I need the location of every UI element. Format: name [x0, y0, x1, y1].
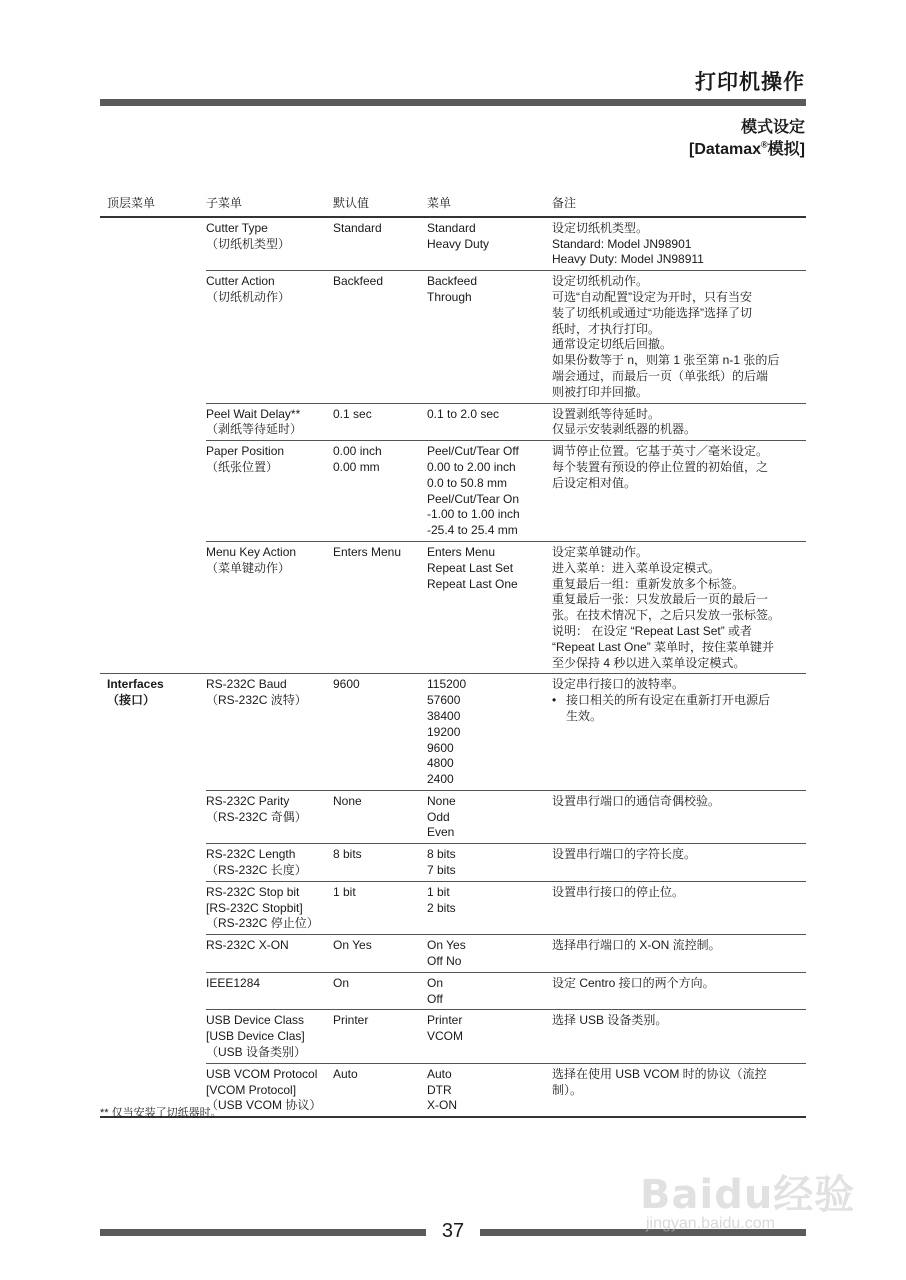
menu-options-cell-line: 2 bits	[427, 900, 456, 915]
default-value-cell	[333, 541, 427, 673]
menu-options-cell	[427, 1010, 552, 1063]
table-row	[100, 541, 806, 673]
menu-options-cell-line: 0.1 to 2.0 sec	[427, 406, 500, 421]
notes-cell-line: 重复最后一张：只发放最后一页的最后一	[552, 592, 769, 607]
notes-cell-line: 设定 Centro 接口的两个方向。	[552, 975, 715, 990]
menu-options-cell-line: DTR	[427, 1082, 452, 1097]
menu-options-cell-line: Heavy Duty	[427, 236, 490, 251]
top-menu-cell	[100, 881, 206, 934]
col-header-default: 默认值	[333, 194, 427, 217]
col-header-submenu: 子菜单	[206, 194, 333, 217]
menu-options-cell-line: 115200	[427, 677, 467, 692]
submenu-cell	[206, 403, 333, 441]
table-row	[100, 1010, 806, 1063]
default-value-cell-line: Backfeed	[333, 274, 384, 289]
notes-cell	[552, 1010, 806, 1063]
default-value-cell-line: On Yes	[333, 938, 372, 953]
notes-cell-line: 设置串行端口的字符长度。	[552, 847, 697, 862]
menu-options-cell	[427, 1063, 552, 1117]
default-value-cell-line: 0.1 sec	[333, 406, 372, 421]
table-row	[100, 674, 806, 791]
submenu-cell-line: RS-232C Parity	[206, 793, 290, 808]
notes-cell-line: Standard: Model JN98901	[552, 236, 692, 251]
notes-cell-line: 则被打印并回撤。	[552, 384, 649, 399]
notes-cell-line: 张。在技术情况下，之后只发放一张标签。	[552, 608, 781, 623]
submenu-cell-line: USB Device Class	[206, 1013, 305, 1028]
menu-options-cell-line: VCOM	[427, 1029, 463, 1044]
submenu-cell	[206, 1063, 333, 1117]
table-row	[100, 271, 806, 403]
submenu-cell-line: RS-232C Length	[206, 847, 296, 862]
table-row	[100, 217, 806, 271]
col-header-notes: 备注	[552, 194, 806, 217]
notes-cell-line: 选择在使用 USB VCOM 时的协议（流控	[552, 1066, 767, 1081]
menu-options-cell-line: Standard	[427, 220, 476, 235]
default-value-cell	[333, 217, 427, 271]
subtitle-suffix: 模拟]	[767, 141, 805, 158]
top-menu-cell	[100, 674, 206, 791]
notes-cell-line: 设置剥纸等待延时。	[552, 406, 661, 421]
notes-cell	[552, 935, 806, 973]
notes-cell	[552, 881, 806, 934]
menu-options-cell-line: On	[427, 975, 444, 990]
menu-options-cell	[427, 541, 552, 673]
menu-options-cell-line: -25.4 to 25.4 mm	[427, 523, 518, 538]
menu-options-cell-line: Auto	[427, 1066, 452, 1081]
submenu-cell-line: Paper Position	[206, 444, 285, 459]
footnote: ** 仅当安装了切纸器时。	[100, 1107, 222, 1119]
submenu-cell-line: （菜单键动作）	[206, 560, 291, 575]
top-menu-cell	[100, 403, 206, 441]
notes-cell	[552, 674, 806, 791]
subtitle-prefix: [Datamax	[688, 141, 762, 158]
menu-options-cell-line: Repeat Last One	[427, 576, 518, 591]
menu-options-cell-line: None	[427, 793, 456, 808]
notes-cell	[552, 972, 806, 1010]
section-title: 模式设定	[740, 119, 805, 136]
registered-mark: ®	[761, 139, 768, 150]
top-menu-cell	[100, 541, 206, 673]
bullet-text-line: 生效。	[566, 708, 603, 723]
submenu-cell	[206, 972, 333, 1010]
table-row	[100, 844, 806, 882]
menu-options-cell	[427, 972, 552, 1010]
notes-cell	[552, 403, 806, 441]
submenu-cell	[206, 441, 333, 542]
notes-cell-line: 设定切纸机类型。	[552, 220, 649, 235]
submenu-cell-line: （RS-232C 奇偶）	[206, 809, 307, 824]
submenu-cell-line: （切纸机类型）	[206, 236, 291, 251]
notes-cell-line: 重复最后一组：重新发放多个标签。	[552, 576, 745, 591]
menu-options-cell-line: 57600	[427, 693, 461, 708]
submenu-cell-line: Cutter Type	[206, 220, 268, 235]
submenu-cell	[206, 881, 333, 934]
footer-rule-left	[100, 1229, 426, 1236]
submenu-cell	[206, 1010, 333, 1063]
menu-options-cell-line: Peel/Cut/Tear Off	[427, 444, 519, 459]
menu-options-cell-line: Peel/Cut/Tear On	[427, 491, 520, 506]
default-value-cell	[333, 972, 427, 1010]
default-value-cell	[333, 271, 427, 403]
default-value-cell-line: None	[333, 793, 362, 808]
submenu-cell-line: USB VCOM Protocol	[206, 1066, 318, 1081]
notes-cell-line: 设置串行接口的停止位。	[552, 884, 685, 899]
submenu-cell-line: [USB Device Clas]	[206, 1029, 305, 1044]
section-subtitle	[689, 136, 805, 159]
notes-cell-line: 如果份数等于 n，则第 1 张至第 n-1 张的后	[552, 353, 780, 368]
menu-options-cell-line: 9600	[427, 740, 454, 755]
menu-options-cell-line: Odd	[427, 809, 450, 824]
menu-options-cell-line: 0.0 to 50.8 mm	[427, 475, 508, 490]
submenu-cell	[206, 844, 333, 882]
top-menu-cell	[100, 844, 206, 882]
submenu-cell-line: RS-232C Stop bit	[206, 884, 300, 899]
submenu-cell-line: （RS-232C 停止位）	[206, 916, 319, 931]
top-menu-cell	[100, 935, 206, 973]
menu-options-cell-line: Enters Menu	[427, 544, 496, 559]
submenu-cell	[206, 935, 333, 973]
notes-cell-line: 至少保持 4 秒以进入菜单设定模式。	[552, 655, 746, 670]
default-value-cell	[333, 935, 427, 973]
menu-options-cell-line: 0.00 to 2.00 inch	[427, 459, 516, 474]
notes-cell	[552, 790, 806, 843]
notes-cell-line: Heavy Duty: Model JN98911	[552, 252, 704, 267]
default-value-cell-line: 1 bit	[333, 884, 356, 899]
notes-cell-line: 选择 USB 设备类别。	[552, 1013, 668, 1028]
default-value-cell	[333, 1010, 427, 1063]
submenu-cell-line: （USB VCOM 协议）	[206, 1098, 322, 1113]
submenu-cell	[206, 217, 333, 271]
menu-options-cell-line: Printer	[427, 1013, 463, 1028]
table-row	[100, 972, 806, 1010]
default-value-cell-line: Standard	[333, 220, 382, 235]
menu-options-cell	[427, 844, 552, 882]
table-row	[100, 790, 806, 843]
submenu-cell-line: IEEE1284	[206, 975, 261, 990]
menu-options-cell-line: Off No	[427, 954, 462, 969]
notes-cell-line: 设定串行接口的波特率。	[552, 677, 685, 692]
menu-options-cell	[427, 935, 552, 973]
menu-options-cell-line: 4800	[427, 756, 454, 771]
notes-cell-line: 说明： 在设定 “Repeat Last Set” 或者	[552, 623, 753, 638]
menu-options-cell-line: Repeat Last Set	[427, 560, 514, 575]
submenu-cell-line: （RS-232C 波特）	[206, 693, 307, 708]
col-header-top-menu: 顶层菜单	[100, 194, 206, 217]
menu-options-cell	[427, 881, 552, 934]
table-row	[100, 935, 806, 973]
menu-options-cell	[427, 403, 552, 441]
bullet-item	[552, 693, 806, 725]
menu-options-cell-line: Backfeed	[427, 274, 478, 289]
top-menu-cell	[100, 441, 206, 542]
submenu-cell	[206, 271, 333, 403]
default-value-cell-line: 8 bits	[333, 847, 362, 862]
notes-cell-line: “Repeat Last One” 菜单时，按住菜单键并	[552, 639, 775, 654]
watermark-url: jingyan.baidu.com	[646, 1215, 775, 1232]
notes-cell-line: 进入菜单：进入菜单设定模式。	[552, 560, 721, 575]
submenu-cell	[206, 674, 333, 791]
submenu-cell-line: Menu Key Action	[206, 544, 297, 559]
notes-cell-line: 制）。	[552, 1082, 583, 1097]
notes-cell-line: 仅显示安装剥纸器的机器。	[552, 422, 697, 437]
page-number: 37	[441, 1220, 465, 1242]
menu-options-cell-line: Through	[427, 289, 472, 304]
watermark	[640, 1145, 860, 1245]
top-menu-cell-line: Interfaces	[107, 677, 164, 692]
watermark-logo: Baidu经验	[640, 1172, 856, 1218]
top-menu-cell	[100, 1010, 206, 1063]
menu-options-cell	[427, 441, 552, 542]
default-value-cell	[333, 881, 427, 934]
notes-cell	[552, 541, 806, 673]
table-row	[100, 881, 806, 934]
table-header-row	[100, 194, 806, 217]
default-value-cell-line: Printer	[333, 1013, 369, 1028]
submenu-cell	[206, 541, 333, 673]
page-header-title: 打印机操作	[695, 71, 805, 94]
notes-cell-line: 纸时，才执行打印。	[552, 321, 661, 336]
menu-options-cell-line: 8 bits	[427, 847, 456, 862]
notes-cell	[552, 271, 806, 403]
submenu-cell-line: （USB 设备类别）	[206, 1045, 307, 1060]
menu-options-cell-line: -1.00 to 1.00 inch	[427, 507, 520, 522]
notes-cell-line: 设定切纸机动作。	[552, 274, 649, 289]
settings-table-container	[100, 194, 806, 1118]
table-row	[100, 441, 806, 542]
settings-table	[100, 194, 806, 1118]
default-value-cell-line: Enters Menu	[333, 544, 402, 559]
default-value-cell-line: Auto	[333, 1066, 358, 1081]
notes-cell-line: 装了切纸机或通过“功能选择”选择了切	[552, 305, 752, 320]
top-menu-cell-line: （接口）	[107, 693, 156, 708]
menu-options-cell	[427, 674, 552, 791]
default-value-cell-line: 0.00 mm	[333, 459, 380, 474]
submenu-cell-line: [VCOM Protocol]	[206, 1082, 297, 1097]
menu-options-cell-line: 1 bit	[427, 884, 450, 899]
default-value-cell	[333, 674, 427, 791]
submenu-cell	[206, 790, 333, 843]
notes-cell	[552, 1063, 806, 1117]
submenu-cell-line: RS-232C Baud	[206, 677, 287, 692]
menu-options-cell	[427, 271, 552, 403]
submenu-cell-line: （RS-232C 长度）	[206, 863, 307, 878]
submenu-cell-line: Peel Wait Delay**	[206, 406, 301, 421]
notes-cell-line: 选择串行端口的 X-ON 流控制。	[552, 938, 721, 953]
menu-options-cell-line: Off	[427, 991, 443, 1006]
bullet-icon: •	[552, 693, 557, 708]
default-value-cell	[333, 790, 427, 843]
default-value-cell	[333, 1063, 427, 1117]
top-menu-cell	[100, 271, 206, 403]
menu-options-cell	[427, 217, 552, 271]
submenu-cell-line: （剥纸等待延时）	[206, 422, 303, 437]
default-value-cell	[333, 403, 427, 441]
submenu-cell-line: RS-232C X-ON	[206, 938, 289, 953]
default-value-cell-line: On	[333, 975, 350, 990]
bullet-text	[566, 693, 770, 725]
notes-cell-line: 可选“自动配置”设定为开时，只有当安	[552, 289, 752, 304]
default-value-cell-line: 0.00 inch	[333, 444, 382, 459]
menu-options-cell-line: X-ON	[427, 1098, 457, 1113]
notes-cell-line: 每个装置有预设的停止位置的初始值，之	[552, 459, 769, 474]
menu-options-cell-line: 7 bits	[427, 863, 456, 878]
top-menu-cell	[100, 972, 206, 1010]
default-value-cell	[333, 844, 427, 882]
header-rule	[100, 99, 806, 106]
submenu-cell-line: （纸张位置）	[206, 459, 279, 474]
col-header-menu: 菜单	[427, 194, 552, 217]
notes-cell	[552, 217, 806, 271]
submenu-cell-line: Cutter Action	[206, 274, 275, 289]
menu-options-cell-line: 19200	[427, 724, 461, 739]
top-menu-cell	[100, 790, 206, 843]
bullet-text-line: 接口相关的所有设定在重新打开电源后	[566, 693, 771, 708]
notes-cell-line: 设定菜单键动作。	[552, 544, 649, 559]
table-row	[100, 403, 806, 441]
submenu-cell-line: （切纸机动作）	[206, 289, 291, 304]
table-body	[100, 217, 806, 1117]
notes-cell-line: 设置串行端口的通信奇偶校验。	[552, 793, 721, 808]
menu-options-cell-line: 38400	[427, 708, 461, 723]
menu-options-cell	[427, 790, 552, 843]
default-value-cell	[333, 441, 427, 542]
menu-options-cell-line: 2400	[427, 772, 454, 787]
submenu-cell-line: [RS-232C Stopbit]	[206, 900, 303, 915]
notes-cell	[552, 844, 806, 882]
notes-cell	[552, 441, 806, 542]
top-menu-cell	[100, 217, 206, 271]
menu-options-cell-line: On Yes	[427, 938, 466, 953]
notes-cell-line: 调节停止位置。它基于英寸／毫米设定。	[552, 444, 769, 459]
default-value-cell-line: 9600	[333, 677, 360, 692]
notes-cell-line: 端会通过，而最后一页（单张纸）的后端	[552, 368, 769, 383]
notes-cell-line: 通常设定切纸后回撤。	[552, 337, 673, 352]
notes-cell-line: 后设定相对值。	[552, 475, 637, 490]
menu-options-cell-line: Even	[427, 825, 455, 840]
